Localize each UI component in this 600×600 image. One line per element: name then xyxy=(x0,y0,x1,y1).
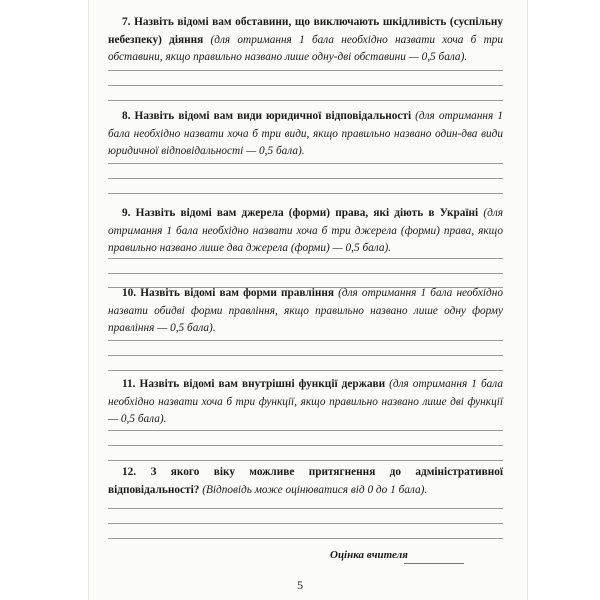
answer-line[interactable] xyxy=(108,178,503,179)
answer-line[interactable] xyxy=(108,340,503,341)
question-scoring-note: (для отримання 1 бала необхідно назвати обидві форми правління, якщо правильно названо лише одну форму правління — 0,5 бала). xyxy=(108,287,503,335)
answer-line[interactable] xyxy=(108,273,503,274)
answer-line[interactable] xyxy=(108,508,503,509)
answer-line[interactable] xyxy=(108,370,503,371)
question-text: Назвіть відомі вам внутрішні функції держави xyxy=(139,378,386,390)
question-11 xyxy=(108,376,503,429)
question-scoring-note: (для отримання 1 бала необхідно назвати хоча б три обставини, якщо правильно названо лише одну-дві обставини — 0,5 бала). xyxy=(108,33,504,64)
answer-line[interactable] xyxy=(108,430,503,431)
answer-line[interactable] xyxy=(108,85,503,86)
teacher-grade-field[interactable] xyxy=(404,563,464,564)
teacher-grade-label: Оцінка вчителя xyxy=(330,549,408,561)
answer-line[interactable] xyxy=(108,193,503,194)
answer-line[interactable] xyxy=(108,460,503,461)
question-number: 8. xyxy=(122,110,131,122)
answer-line[interactable] xyxy=(108,258,503,259)
question-scoring-note: (для отримання 1 бала необхідно назвати хоча б три функції, якщо правильно названо лише дві функції — 0,5 бала). xyxy=(108,378,503,426)
question-number: 12. xyxy=(122,466,137,478)
question-7 xyxy=(108,14,503,67)
question-12 xyxy=(108,464,503,499)
answer-line[interactable] xyxy=(108,355,503,356)
question-text: Назвіть відомі вам джерела (форми) права, які діють в Україні xyxy=(135,207,479,219)
answer-line[interactable] xyxy=(108,70,503,71)
page-number: 5 xyxy=(297,578,303,592)
answer-line[interactable] xyxy=(108,523,503,524)
answer-line[interactable] xyxy=(108,445,503,446)
question-scoring-note: (Відповідь може оцінюватися від 0 до 1 бала). xyxy=(202,483,428,496)
page-left-edge xyxy=(88,0,89,600)
question-number: 10. xyxy=(122,287,137,299)
answer-line[interactable] xyxy=(108,538,503,539)
question-10 xyxy=(108,285,503,338)
answer-line[interactable] xyxy=(108,163,503,164)
question-9 xyxy=(108,205,503,258)
question-number: 11. xyxy=(122,378,136,390)
question-text: Назвіть відомі вам види юридичної відповідальності xyxy=(134,110,412,122)
question-number: 9. xyxy=(122,207,131,219)
page-right-edge xyxy=(527,0,528,600)
question-scoring-note: (для отримання 1 бала необхідно назвати хоча б три джерела (форми) права, якщо правильно названо лише два джерела (форми) — 0,5 бала). xyxy=(108,207,504,255)
question-number: 7. xyxy=(122,16,131,28)
answer-line[interactable] xyxy=(108,100,503,101)
question-8 xyxy=(108,108,503,161)
question-text: Назвіть відомі вам форми правління xyxy=(140,287,334,299)
question-text: З якого віку можливе притягнення до адміністративної відповідальності? xyxy=(108,466,503,496)
question-text: Назвіть відомі вам обставини, що виключають шкідливість (суспільну небезпеку) діяння xyxy=(108,16,503,46)
question-scoring-note: (для отримання 1 бала необхідно назвати хоча б три види, якщо правильно названо один-два види юридичної відповідальності — 0,5 бала). xyxy=(108,110,503,158)
